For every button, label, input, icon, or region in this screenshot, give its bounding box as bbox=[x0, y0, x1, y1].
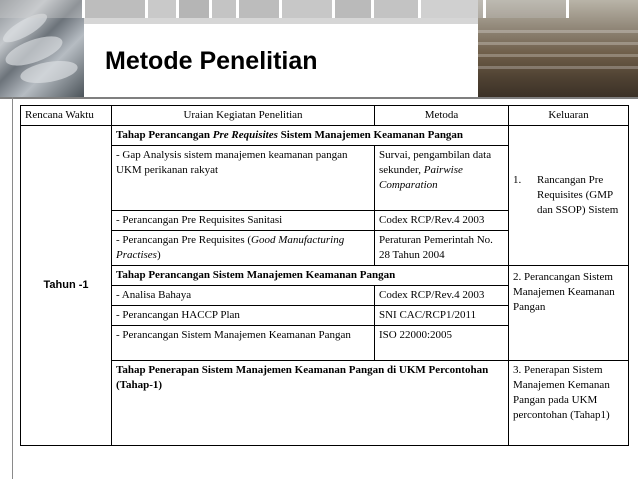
activity-cell: - Gap Analysis sistem manajemen keamanan pangan UKM perikanan rakyat bbox=[112, 146, 375, 211]
col-header-uraian: Uraian Kegiatan Penelitian bbox=[112, 106, 375, 126]
divider bbox=[0, 97, 638, 99]
table-row bbox=[21, 126, 629, 146]
method-cell: Peraturan Pemerintah No. 28 Tahun 2004 bbox=[375, 231, 509, 266]
decorative-strip bbox=[0, 0, 638, 18]
output-number: 1. bbox=[513, 174, 522, 186]
activity-cell: - Perancangan Sistem Manajemen Keamanan Pangan bbox=[112, 326, 375, 361]
col-header-waktu: Rencana Waktu bbox=[21, 106, 112, 126]
table-row bbox=[21, 361, 629, 446]
research-plan-table bbox=[20, 105, 629, 446]
col-header-keluaran: Keluaran bbox=[509, 106, 629, 126]
method-cell: Codex RCP/Rev.4 2003 bbox=[375, 211, 509, 231]
left-border-line bbox=[12, 97, 13, 479]
output-cell-1 bbox=[509, 126, 629, 266]
section-heading-prereq: Tahap Perancangan Pre Requisites Sistem Manajemen Keamanan Pangan bbox=[112, 126, 509, 146]
output-cell-2: 2. Perancangan Sistem Manajemen Keamanan Pangan bbox=[509, 266, 629, 361]
slide-header bbox=[0, 0, 638, 98]
waktu-cell: Tahun -1 bbox=[21, 126, 112, 446]
method-cell: Survai, pengambilan data sekunder, Pairwise Comparation bbox=[375, 146, 509, 211]
method-cell: SNI CAC/RCP1/2011 bbox=[375, 306, 509, 326]
output-text: Rancangan Pre Requisites (GMP dan SSOP) Sistem bbox=[537, 174, 619, 216]
activity-cell: - Perancangan HACCP Plan bbox=[112, 306, 375, 326]
activity-cell: - Analisa Bahaya bbox=[112, 286, 375, 306]
output-cell-3: 3. Penerapan Sistem Manajemen Kemanan Pangan pada UKM percontohan (Tahap1) bbox=[509, 361, 629, 446]
activity-cell: - Perancangan Pre Requisites Sanitasi bbox=[112, 211, 375, 231]
table-row bbox=[21, 266, 629, 286]
method-cell: Codex RCP/Rev.4 2003 bbox=[375, 286, 509, 306]
activity-cell: - Perancangan Pre Requisites (Good Manufacturing Practises) bbox=[112, 231, 375, 266]
page-title: Metode Penelitian bbox=[105, 47, 318, 75]
col-header-metoda: Metoda bbox=[375, 106, 509, 126]
method-cell: ISO 22000:2005 bbox=[375, 326, 509, 361]
section-heading-penerapan: Tahap Penerapan Sistem Manajemen Keamanan Pangan di UKM Percontohan (Tahap-1) bbox=[112, 361, 509, 446]
section-heading-haccp: Tahap Perancangan Sistem Manajemen Keamanan Pangan bbox=[112, 266, 509, 286]
table-header-row bbox=[21, 106, 629, 126]
